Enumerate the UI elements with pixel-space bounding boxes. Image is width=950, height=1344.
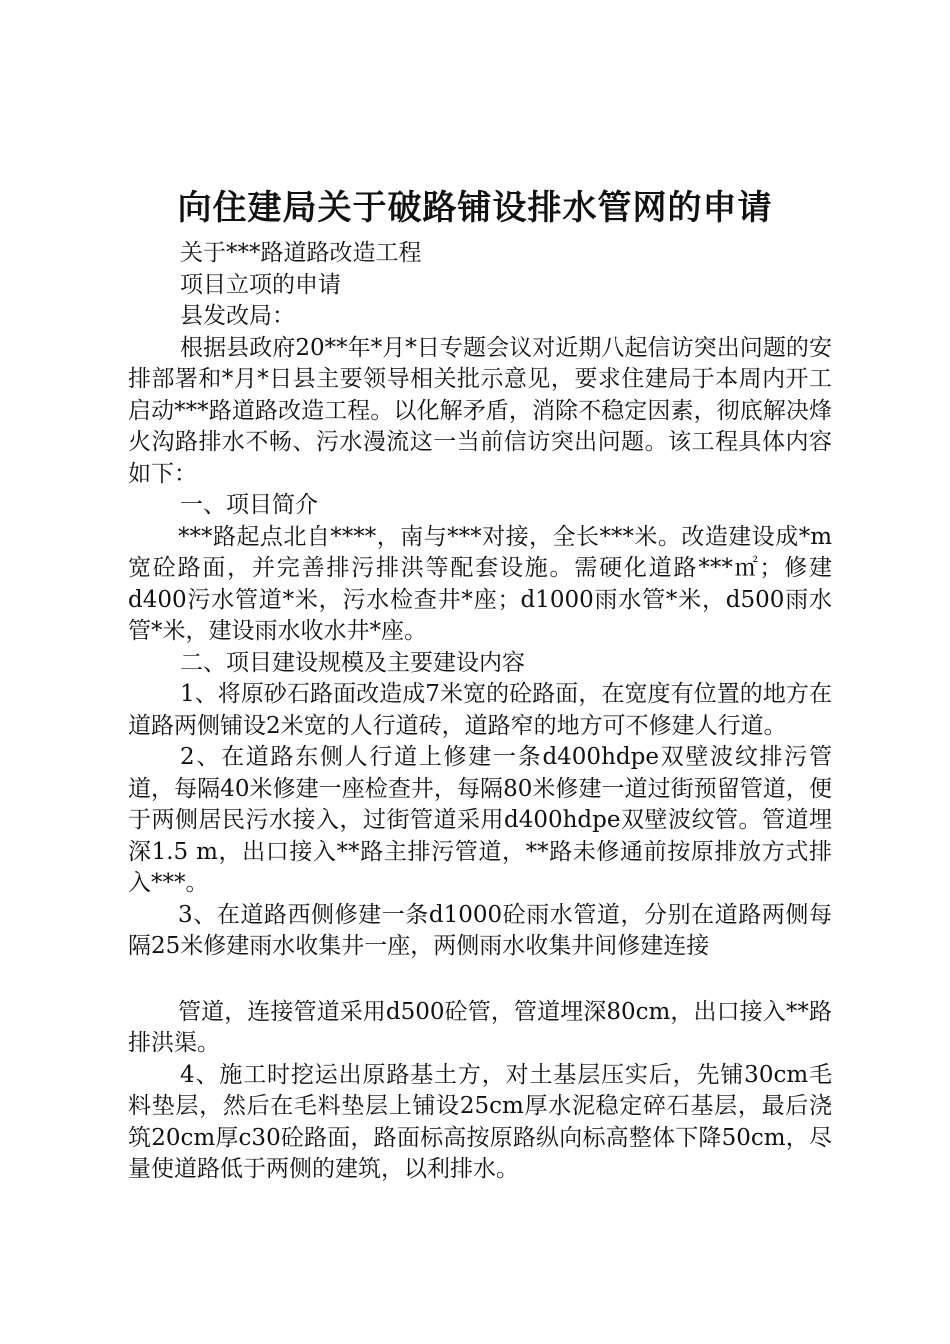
document-body (128, 238, 832, 1186)
page-gap (128, 963, 832, 997)
section1-heading: 一、项目简介 (180, 492, 318, 518)
section2-heading: 二、项目建设规模及主要建设内容 (180, 649, 525, 676)
item-1-paragraph: 1、将原砂石路面改造成7米宽的砼路面，在宽度有位置的地方在道路两侧铺设2米宽的人行道砖，道路窄的地方可不修建人行道。 (128, 681, 832, 739)
item-3-paragraph: 3、在道路西侧修建一条d1000砼雨水管道，分别在道路两侧每隔25米修建雨水收集井一座，两侧雨水收集井间修建连接 (128, 901, 832, 959)
item-3-continuation: 管道，连接管道采用d500砼管，管道埋深80cm，出口接入**路排洪渠。 (128, 998, 832, 1056)
document-title: 向住建局关于破路铺设排水管网的申请 (177, 188, 773, 228)
recipient-line: 县发改局： (180, 303, 295, 329)
subject-line-2: 项目立项的申请 (180, 271, 341, 298)
item-2-paragraph: 2、在道路东侧人行道上修建一条d400hdpe双壁波纹排污管道，每隔40米修建一座检查井，每隔80米修建一道过街预留管道，便于两侧居民污水接入，过街管道采用d400hdpe双壁波纹管。管道埋深1.5 m，出口接入**路主排污管道，**路未修通前按原排放方式排入***。 (128, 744, 832, 896)
intro-paragraph: 根据县政府20**年*月*日专题会议对近期八起信访突出问题的安排部署和*月*日县主要领导相关批示意见，要求住建局于本周内开工启动***路道路改造工程。以化解矛盾，消除不稳定因素，彻底解决烽火沟路排水不畅、污水漫流这一当前信访突出问题。该工程具体内容如下： (128, 334, 832, 487)
subject-line-1: 关于***路道路改造工程 (180, 240, 422, 266)
item-4-paragraph: 4、施工时挖运出原路基土方，对土基层压实后，先铺30cm毛料垫层，然后在毛料垫层上铺设25cm厚水泥稳定碎石基层，最后浇筑20cm厚c30砼路面，路面标高按原路纵向标高整体下降50cm，尽量使道路低于两侧的建筑，以利排水。 (128, 1061, 832, 1182)
section1-paragraph: ***路起点北自****，南与***对接，全长***米。改造建设成*m宽砼路面，并完善排污排洪等配套设施。需硬化道路***㎡；修建d400污水管道*米，污水检查井*座；d1000雨水管*米，d500雨水管*米，建设雨水收水井*座。 (128, 523, 832, 644)
